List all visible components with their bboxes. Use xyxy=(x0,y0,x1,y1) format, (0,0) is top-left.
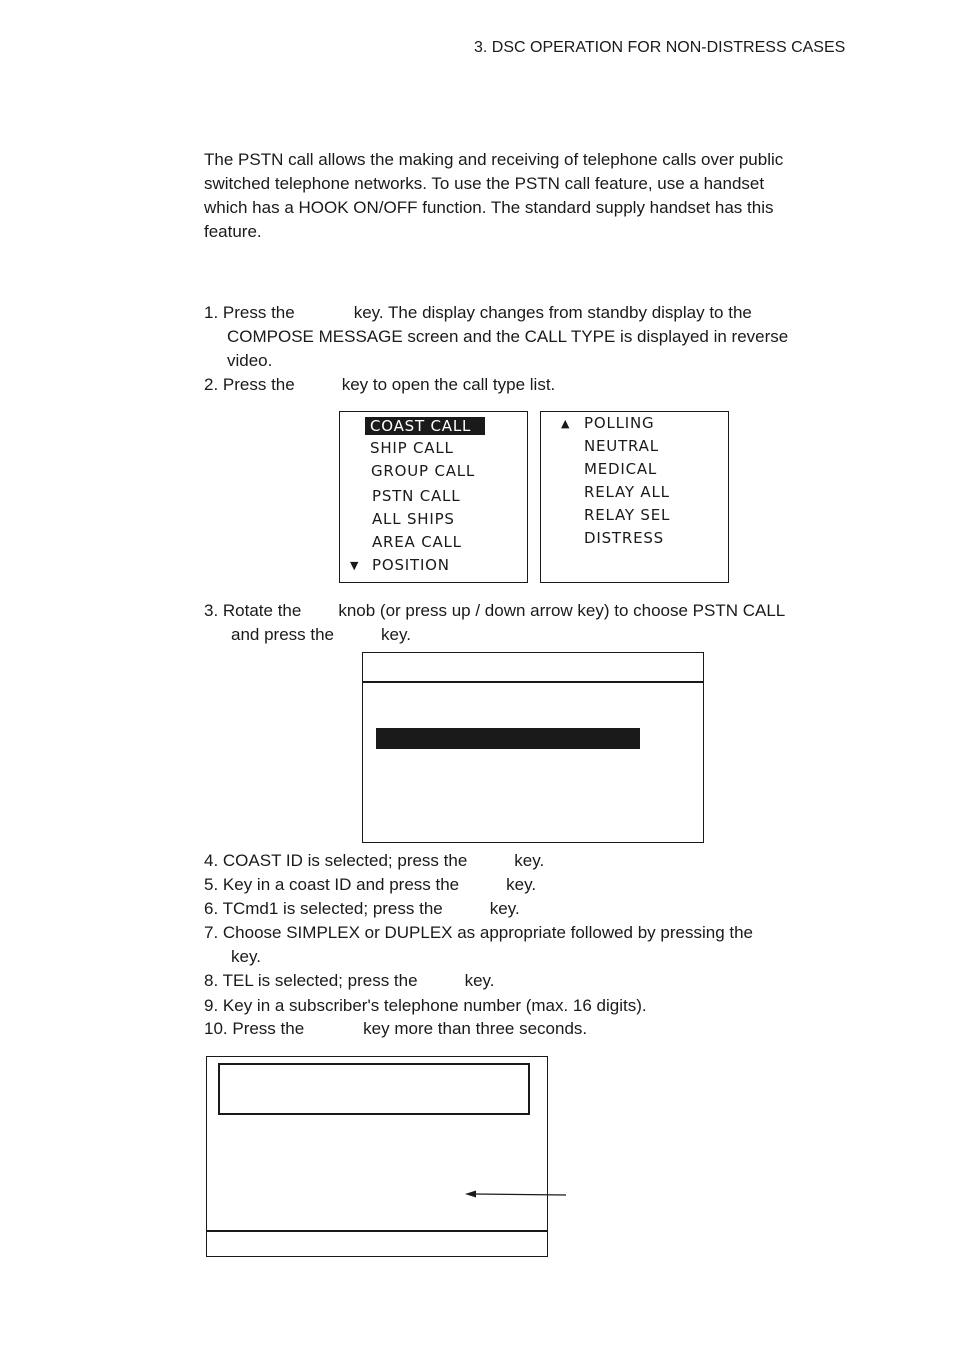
call-type-item[interactable]: POSITION xyxy=(372,556,450,574)
step-8: 8. TEL is selected; press the key. xyxy=(204,971,495,990)
intro-line: feature. xyxy=(204,222,262,241)
call-type-item[interactable]: GROUP CALL xyxy=(371,462,476,480)
call-type-item[interactable]: MEDICAL xyxy=(584,460,658,478)
step-7-line-2: key. xyxy=(231,947,261,966)
step-7: 7. Choose SIMPLEX or DUPLEX as appropriate followed by pressing the xyxy=(204,923,754,942)
step-3-line-2: and press the key. xyxy=(231,625,411,644)
step-1-line-3: video. xyxy=(227,351,273,370)
call-type-item[interactable]: PSTN CALL xyxy=(372,487,461,505)
step-10: 10. Press the key more than three seconds. xyxy=(204,1019,588,1038)
step-3: 3. Rotate the knob (or press up / down arrow key) to choose PSTN CALL xyxy=(204,601,786,620)
intro-line: switched telephone networks. To use the PSTN call feature, use a handset xyxy=(204,174,765,193)
call-type-item[interactable]: RELAY SEL xyxy=(584,506,671,524)
call-type-item[interactable]: ALL SHIPS xyxy=(372,510,455,528)
page-header: 3. DSC OPERATION FOR NON-DISTRESS CASES xyxy=(474,39,846,56)
step-5: 5. Key in a coast ID and press the key. xyxy=(204,875,537,894)
call-type-item[interactable]: DISTRESS xyxy=(584,529,665,547)
call-type-item[interactable]: RELAY ALL xyxy=(584,483,670,501)
call-type-item[interactable]: POLLING xyxy=(584,414,655,432)
scroll-down-arrow-icon: ▼ xyxy=(350,559,360,572)
step-2: 2. Press the key to open the call type list. xyxy=(204,375,556,394)
step-9: 9. Key in a subscriber's telephone number (max. 16 digits). xyxy=(204,996,647,1015)
step-6: 6. TCmd1 is selected; press the key. xyxy=(204,899,520,918)
pointer-arrow-icon xyxy=(460,1185,572,1205)
scroll-up-arrow-icon: ▲ xyxy=(561,417,571,430)
intro-paragraph xyxy=(204,148,844,244)
call-type-item[interactable]: AREA CALL xyxy=(372,533,462,551)
step-1: 1. Press the key. The display changes from standby display to the xyxy=(204,303,752,322)
intro-line: The PSTN call allows the making and receiving of telephone calls over public xyxy=(204,150,784,169)
call-type-item-selected[interactable]: COAST CALL xyxy=(365,415,485,438)
call-type-item[interactable]: NEUTRAL xyxy=(584,437,659,455)
calling-screen-divider xyxy=(207,1230,547,1232)
screen-divider xyxy=(363,681,703,683)
step-4: 4. COAST ID is selected; press the key. xyxy=(204,851,545,870)
calling-screen-header-box xyxy=(218,1063,530,1115)
reverse-video-bar xyxy=(376,728,640,749)
call-type-item[interactable]: SHIP CALL xyxy=(370,439,454,457)
intro-line: which has a HOOK ON/OFF function. The standard supply handset has this xyxy=(204,198,774,217)
step-1-line-2: COMPOSE MESSAGE screen and the CALL TYPE is displayed in reverse xyxy=(227,327,789,346)
